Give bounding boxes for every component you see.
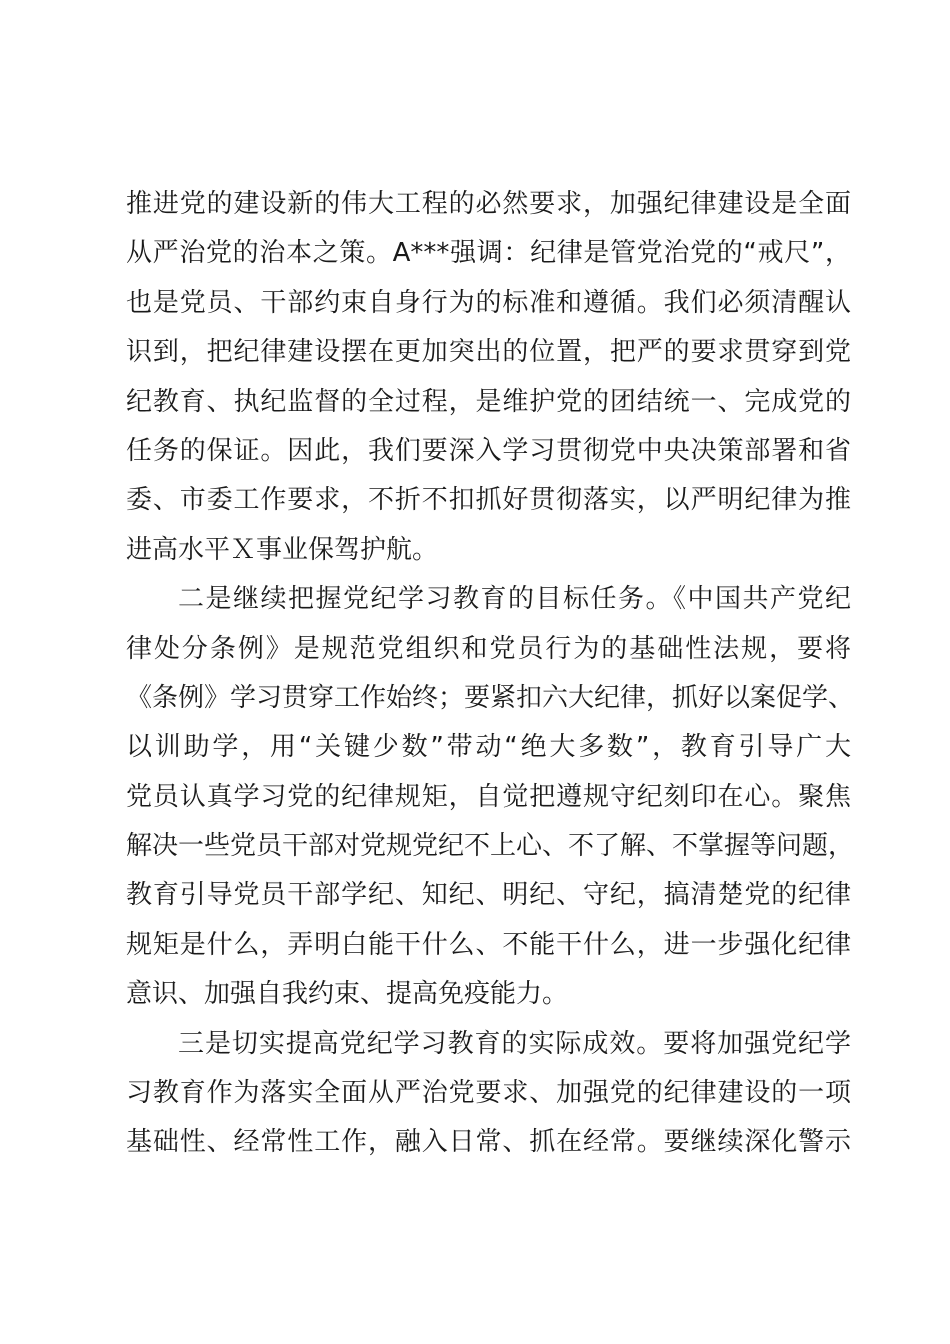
text-line: 从严治党的治本之策。A***强调：纪律是管党治党的“戒尺”， [126,238,851,269]
text-line: 推进党的建设新的伟大工程的必然要求，加强纪律建设是全面 [126,189,851,219]
text-line: 也是党员、干部约束自身行为的标准和遵循。我们必须清醒认 [126,287,851,318]
text-line: 进高水平Ｘ事业保驾护航。 [126,534,439,565]
paragraph-start-line: 二是继续把握党纪学习教育的目标任务。《中国共产党纪 [178,584,851,615]
text-line: 解决一些党员干部对党规党纪不上心、不了解、不掌握等问题， [126,831,855,862]
text-line: 《条例》学习贯穿工作始终；要紧扣六大纪律，抓好以案促学、 [126,682,855,713]
text-line: 意识、加强自我约束、提高免疫能力。 [126,979,569,1010]
text-line: 以训助学，用“关键少数”带动“绝大多数”，教育引导广大 [126,732,851,763]
text-line: 习教育作为落实全面从严治党要求、加强党的纪律建设的一项 [126,1078,851,1109]
text-line: 律处分条例》是规范党组织和党员行为的基础性法规，要将 [126,633,851,664]
text-line: 识到，把纪律建设摆在更加突出的位置，把严的要求贯穿到党 [126,337,851,368]
text-line: 党员认真学习党的纪律规矩，自觉把遵规守纪刻印在心。聚焦 [126,781,851,812]
text-line: 委、市委工作要求，不折不扣抓好贯彻落实，以严明纪律为推 [126,485,851,516]
text-line: 纪教育、执纪监督的全过程，是维护党的团结统一、完成党的 [126,386,851,417]
text-line: 教育引导党员干部学纪、知纪、明纪、守纪，搞清楚党的纪律 [126,880,851,911]
paragraph-start-line: 三是切实提高党纪学习教育的实际成效。要将加强党纪学 [178,1028,851,1059]
document-body [126,180,855,1168]
text-line: 任务的保证。因此，我们要深入学习贯彻党中央决策部署和省 [126,435,851,466]
text-line: 规矩是什么，弄明白能干什么、不能干什么，进一步强化纪律 [126,929,851,960]
text-line: 基础性、经常性工作，融入日常、抓在经常。要继续深化警示 [126,1127,851,1158]
